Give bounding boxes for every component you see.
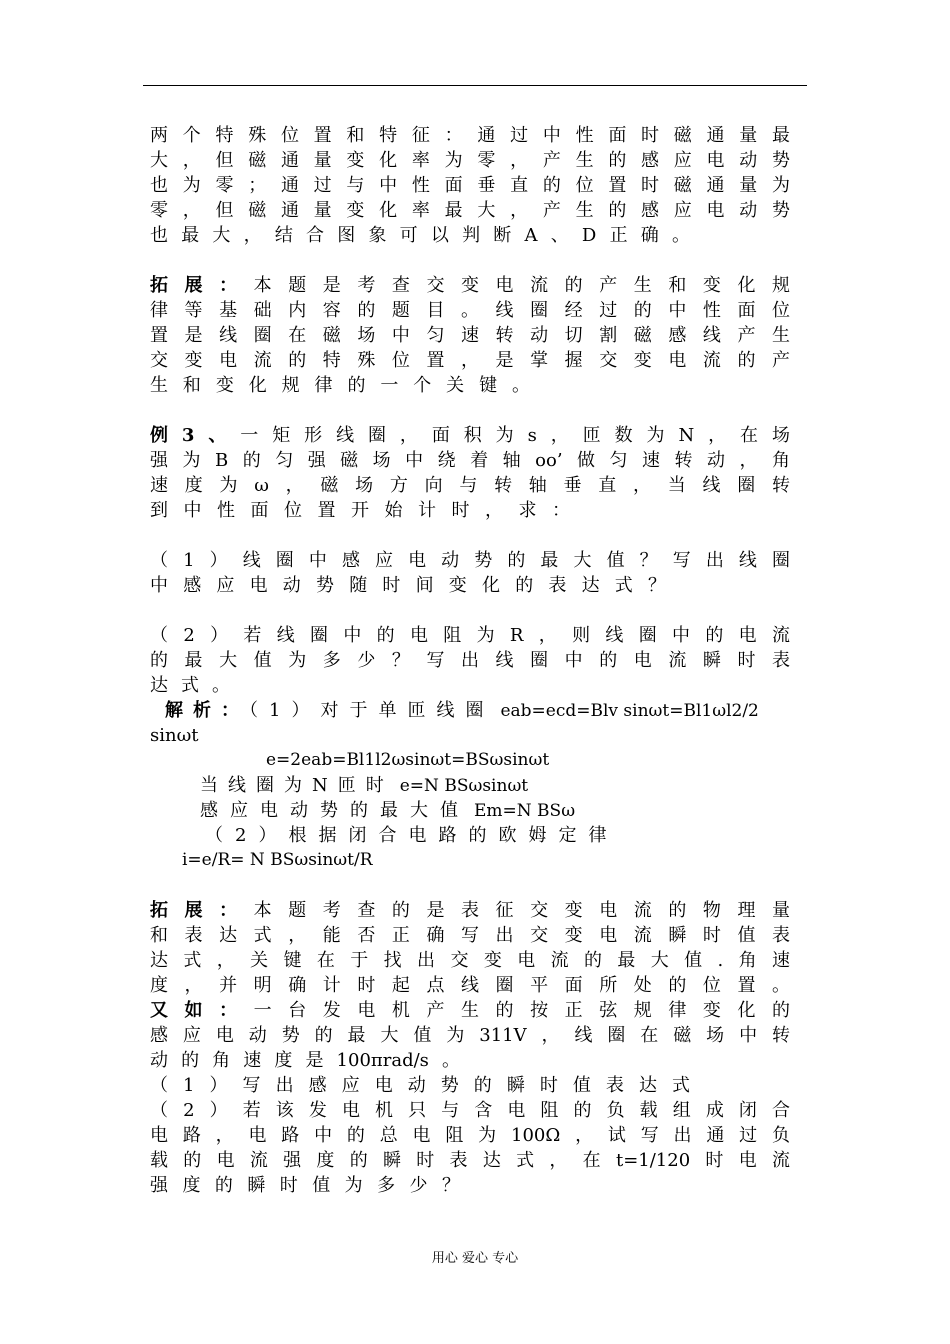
text-line: 到中性面位置开始计时，求： [150,500,570,521]
text-line [150,273,790,298]
text-line: 两个特殊位置和特征：通过中性面时磁通量最 [150,125,790,146]
extension-label: 拓展： [150,275,254,296]
formula: eab=ecd=Blv sinωt=Bl1ωl2/2 [500,701,759,721]
text-line [150,423,790,448]
formula: Em=N BSω [474,801,576,821]
text-line: 和表达式，能否正确写出交变电流瞬时值表 [150,925,790,946]
formula: e=N BSωsinωt [399,776,529,796]
solution-line-4 [200,773,528,798]
solution-line-5 [200,798,575,823]
question-2 [150,623,790,698]
text-span: 一矩形线圈，面积为s，匝数为N，在场 [240,425,790,446]
text-line: 交变电流的特殊位置，是掌握交变电流的产 [150,350,790,371]
solution-line-7: i=e/R= N BSωsinωt/R [182,850,373,870]
solution-line-1 [165,698,805,723]
another-label: 又如： [150,1000,254,1021]
text-span: 本题考查的是表征交变电流的物理量 [253,900,791,921]
text-line: 零，但磁通量变化率最大，产生的感应电动势 [150,200,790,221]
text-line: 的最大值为多少？写出线圈中的电流瞬时表 [150,650,790,671]
text-line: 动的角速度是100πrad/s。 [150,1050,460,1071]
paragraph-extension-2 [150,898,790,998]
extension-label: 拓展： [150,900,254,921]
text-line: 也最大，结合图象可以判断A、D正确。 [150,225,690,246]
text-span: （1）对于单匝线圈 [249,700,495,721]
text-line: 感应电动势的最大值为311V，线圈在磁场中转 [150,1025,790,1046]
text-line: （2）若线圈中的电阻为R，则线圈中的电流 [150,625,790,646]
text-span: 一台发电机产生的按正弦规律变化的 [253,1000,791,1021]
text-span: 本题是考查交变电流的产生和变化规 [253,275,791,296]
text-line: 大，但磁通量变化率为零，产生的感应电动势 [150,150,790,171]
paragraph-another-example [150,998,790,1198]
text-line: 度，并明确计时起点线圈平面所处的位置。 [150,975,790,996]
question-1 [150,548,790,598]
text-line: 律等基础内容的题目。线圈经过的中性面位 [150,300,790,321]
text-line: 中感应电动势随时间变化的表达式？ [150,575,666,596]
text-line: 也为零；通过与中性面垂直的位置时磁通量为 [150,175,790,196]
text-line: （1）线圈中感应电动势的最大值？写出线圈 [150,550,790,571]
text-line [150,998,790,1023]
paragraph-extension-1 [150,273,790,398]
text-line: 电路，电路中的总电阻为100Ω，试写出通过负 [150,1125,790,1146]
text-line: （1）写出感应电动势的瞬时值表达式 [150,1075,690,1096]
text-line: 强度的瞬时值为多少？ [150,1175,460,1196]
example-3 [150,423,790,523]
text-span: 感应电动势的最大值 [200,800,470,821]
text-line [150,898,790,923]
solution-line-6: （2）根据闭合电路的欧姆定律 [205,825,619,846]
text-line: 生和变化规律的一个关键。 [150,375,530,396]
text-line: 速度为ω，磁场方向与转轴垂直，当线圈转 [150,475,790,496]
solution-formula-e: e=2eab=Bl1l2ωsinωt=BSωsinωt [266,750,550,770]
text-line: 载的电流强度的瞬时表达式，在t=1/120时电流 [150,1150,790,1171]
solution-label: 解析： [165,700,249,721]
paragraph-neutral-plane [150,123,790,248]
example-label: 例3、 [150,425,241,446]
text-span: 当线圈为N匝时 [200,775,394,796]
text-line: 达式。 [150,675,230,696]
text-line: 置是线圈在磁场中匀速转动切割磁感线产生 [150,325,790,346]
text-line: 强为B的匀强磁场中绕着轴oo’做匀速转动，角 [150,450,790,471]
text-line: 达式，关键在于找出交变电流的最大值.角速 [150,950,790,971]
solution-line-2: sinωt [150,725,199,746]
header-rule [143,85,807,86]
text-line: （2）若该发电机只与含电阻的负载组成闭合 [150,1100,790,1121]
page-footer: 用心 爱心 专心 [431,1251,519,1266]
